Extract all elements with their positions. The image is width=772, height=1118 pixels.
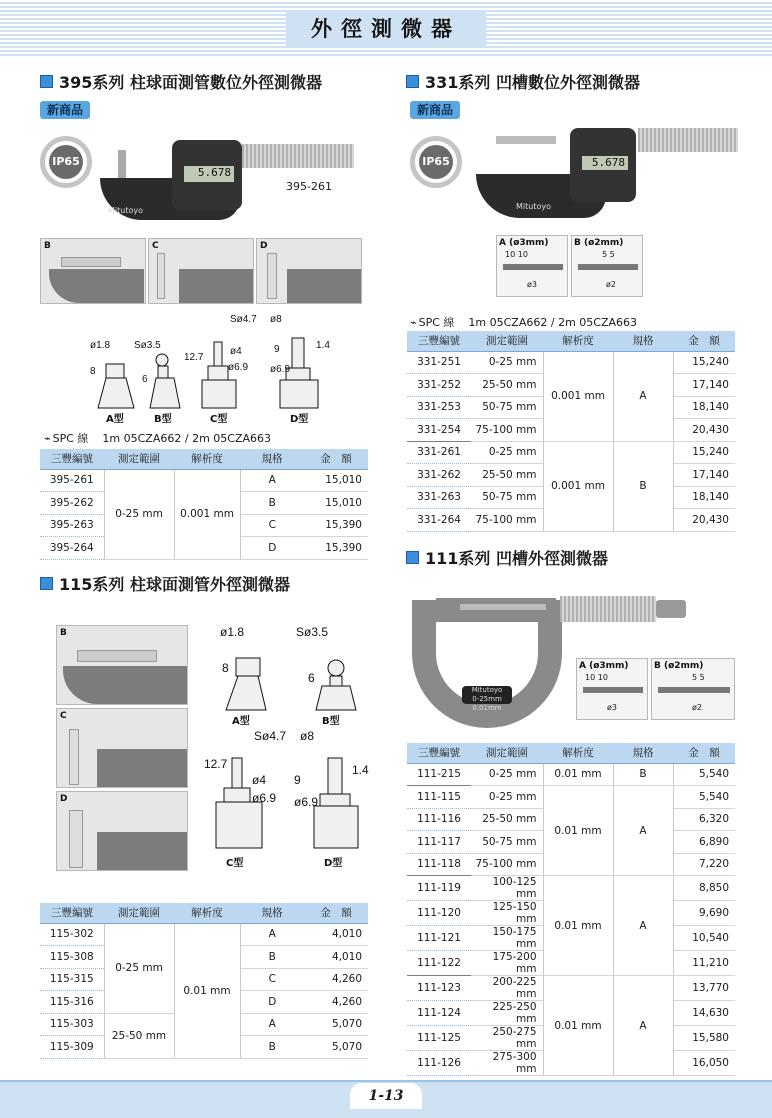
groove-diagram-b: B (ø2mm) 5 5 ø2 [571, 235, 643, 297]
dim-d-dia: ø8 [300, 729, 315, 743]
brand-logo: Mitutoyo [516, 202, 551, 211]
anvil-photo-115-c: C [56, 708, 188, 788]
spec-table-395: 三豐編號 測定範圍 解析度 規格 金 額 395-261 0-25 mm 0.001 mm A 15,010 395-262 B 15,010 395-263 C 15,390 395-264 D 15,390 [40, 449, 368, 560]
spec-table-111: 三豐編號 測定範圍 解析度 規格 金 額 111-215 0-25 mm 0.01 mm B 5,540 111-115 0-25 mm 0.01 mm A 5,540 111-116 25-50 mm 6,320 111-117 50-75 mm 6,890 111-118 75-100 mm 7,220 111-119 100-125 mm 0.01 mm A 8,850 111-120 125-150 mm 9,690 111-121 150-175 mm 10,540 111-122 175-200 mm 11,210 111-123 200-225 mm 0.01 mm A 13,770 111-124 225-250 mm 14,630 111-125 250-275 mm 15,580 111-126 275-300 mm 16,050 [407, 743, 735, 1076]
table-row: 111-125 250-275 mm 15,580 [407, 1026, 735, 1051]
dim-c-len: 12.7 [204, 757, 228, 771]
dim-b-len: 6 [142, 374, 148, 385]
table-row: 111-116 25-50 mm 6,320 [407, 808, 735, 831]
new-product-badge: 新商品 [40, 101, 90, 119]
table-row: 115-316 D 4,260 [40, 991, 368, 1014]
type-d-label: D型 [324, 858, 343, 869]
type-c-label: C型 [210, 414, 228, 425]
table-row: 111-119 100-125 mm 0.01 mm A 8,850 [407, 876, 735, 901]
type-b-label: B型 [322, 716, 340, 727]
anvil-photo-d: D [256, 238, 362, 304]
dim-d-body: ø6.9 [270, 364, 291, 375]
dim-b-len: 6 [308, 671, 315, 685]
new-product-badge: 新商品 [410, 101, 460, 119]
spec-table-115: 三豐編號 測定範圍 解析度 規格 金 額 115-302 0-25 mm 0.01 mm A 4,010 115-308 B 4,010 115-315 C 4,260 115-316 D 4,260 115-303 25-50 mm A 5,070 115-309 B 5,070 [40, 903, 368, 1059]
table-row: 115-302 0-25 mm 0.01 mm A 4,010 [40, 923, 368, 946]
section-square-icon [406, 551, 419, 564]
table-row: 115-309 B 5,070 [40, 1036, 368, 1059]
table-row: 331-263 50-75 mm 18,140 [407, 486, 735, 509]
section-square-icon [40, 75, 53, 88]
lcd-display: 5.678 [580, 154, 630, 172]
ip65-seal [40, 136, 92, 188]
dim-d-len: 9 [274, 344, 280, 355]
table-row: 111-122 175-200 mm 11,210 [407, 951, 735, 976]
table-row: 331-253 50-75 mm 18,140 [407, 396, 735, 419]
section-heading-331 [406, 70, 640, 92]
anvil-photo-b: B [40, 238, 146, 304]
table-row: 111-117 50-75 mm 6,890 [407, 831, 735, 854]
dim-a-len: 8 [222, 661, 229, 675]
type-a-label: A型 [232, 716, 250, 727]
dim-d-dia: ø8 [270, 314, 282, 325]
table-row: 111-123 200-225 mm 0.01 mm A 13,770 [407, 976, 735, 1001]
page-title: 外徑測微器 [286, 12, 486, 46]
table-row: 331-262 25-50 mm 17,140 [407, 464, 735, 487]
table-row: 331-251 0-25 mm 0.001 mm A 15,240 [407, 351, 735, 374]
type-d-label: D型 [290, 414, 309, 425]
groove-diagram-a: A (ø3mm) 10 10 ø3 [576, 658, 648, 720]
cable-icon: ⌁ [410, 315, 417, 329]
section-heading-115 [40, 572, 290, 594]
frame-badge: Mitutoyo 0-25mm 0.01mm [462, 686, 512, 704]
table-row: 331-252 25-50 mm 17,140 [407, 374, 735, 397]
dim-d-body: ø6.9 [294, 795, 319, 809]
section-heading-text: 111系列 凹槽外徑測微器 [425, 548, 608, 568]
dim-d-tip: 1.4 [316, 340, 330, 351]
dim-a-dia: ø1.8 [220, 625, 245, 639]
dim-c-body: ø6.9 [228, 362, 249, 373]
section-heading-text: 115系列 柱球面測管外徑測微器 [59, 574, 290, 594]
table-row: 111-124 225-250 mm 14,630 [407, 1001, 735, 1026]
groove-diagram-b: B (ø2mm) 5 5 ø2 [651, 658, 735, 720]
table-row: 395-262 B 15,010 [40, 492, 368, 515]
table-row: 395-263 C 15,390 [40, 514, 368, 537]
cable-icon: ⌁ [44, 431, 51, 445]
dim-a-dia: ø1.8 [90, 340, 111, 351]
spc-line-395: ⌁ SPC 線 1m 05CZA662 / 2m 05CZA663 [44, 431, 272, 445]
section-heading-text: 331系列 凹槽數位外徑測微器 [425, 72, 640, 92]
anvil-photo-115-d: D [56, 791, 188, 871]
groove-diagram-a: A (ø3mm) 10 10 ø3 [496, 235, 568, 297]
dim-c-shaft: ø4 [252, 773, 267, 787]
dim-c-shaft: ø4 [230, 346, 242, 357]
dim-c-sphere: Sø4.7 [254, 729, 287, 743]
anvil-dimension-diagram-115 [196, 618, 376, 874]
table-row: 111-126 275-300 mm 16,050 [407, 1051, 735, 1076]
type-a-label: A型 [106, 414, 124, 425]
anvil-dimension-diagram-395 [70, 308, 350, 426]
product-photo-395 [100, 120, 380, 230]
table-row: 395-261 0-25 mm 0.001 mm A 15,010 [40, 469, 368, 492]
product-photo-111 [410, 590, 690, 740]
table-row: 115-315 C 4,260 [40, 968, 368, 991]
table-row: 111-215 0-25 mm 0.01 mm B 5,540 [407, 763, 735, 786]
table-row: 331-264 75-100 mm 20,430 [407, 509, 735, 532]
ip65-seal-text: IP65 [49, 145, 83, 179]
anvil-photo-c: C [148, 238, 254, 304]
page-number: 1-13 [350, 1083, 422, 1109]
dim-a-len: 8 [90, 366, 96, 377]
section-heading-111 [406, 546, 608, 568]
spc-line-331: ⌁ SPC 線 1m 05CZA662 / 2m 05CZA663 [410, 315, 638, 329]
section-square-icon [40, 577, 53, 590]
product-photo-331 [476, 116, 746, 226]
table-row: 115-303 25-50 mm A 5,070 [40, 1013, 368, 1036]
photo-model-label: 395-261 [286, 180, 332, 193]
dim-c-sphere: Sø4.7 [230, 314, 257, 325]
table-row: 395-264 D 15,390 [40, 537, 368, 560]
anvil-photo-115-b: B [56, 625, 188, 705]
ip65-seal-text: IP65 [419, 145, 453, 179]
section-square-icon [406, 75, 419, 88]
table-row: 115-308 B 4,010 [40, 946, 368, 969]
lcd-display: 5.678 [182, 164, 236, 184]
type-c-label: C型 [226, 858, 244, 869]
table-row: 111-118 75-100 mm 7,220 [407, 853, 735, 876]
section-heading-text: 395系列 柱球面測管數位外徑測微器 [59, 72, 322, 92]
dim-b-sphere: Sø3.5 [296, 625, 329, 639]
section-heading-395 [40, 70, 322, 92]
brand-logo: Mitutoyo [108, 206, 143, 215]
dim-b-sphere: Sø3.5 [134, 340, 161, 351]
dim-c-body: ø6.9 [252, 791, 277, 805]
dim-d-len: 9 [294, 773, 301, 787]
ip65-seal [410, 136, 462, 188]
table-row: 331-261 0-25 mm 0.001 mm B 15,240 [407, 441, 735, 464]
dim-d-tip: 1.4 [352, 763, 369, 777]
table-row: 331-254 75-100 mm 20,430 [407, 419, 735, 442]
type-b-label: B型 [154, 414, 172, 425]
spec-table-331: 三豐編號 測定範圍 解析度 規格 金 額 331-251 0-25 mm 0.001 mm A 15,240 331-252 25-50 mm 17,140 331-253 50-75 mm 18,140 331-254 75-100 mm 20,430 331-261 0-25 mm 0.001 mm B 15,240 331-262 25-50 mm 17,140 331-263 50-75 mm 18,140 331-264 75-100 mm 20,430 [407, 331, 735, 532]
table-row: 111-115 0-25 mm 0.01 mm A 5,540 [407, 786, 735, 809]
dim-c-len: 12.7 [184, 352, 204, 363]
table-row: 111-120 125-150 mm 9,690 [407, 901, 735, 926]
table-row: 111-121 150-175 mm 10,540 [407, 926, 735, 951]
